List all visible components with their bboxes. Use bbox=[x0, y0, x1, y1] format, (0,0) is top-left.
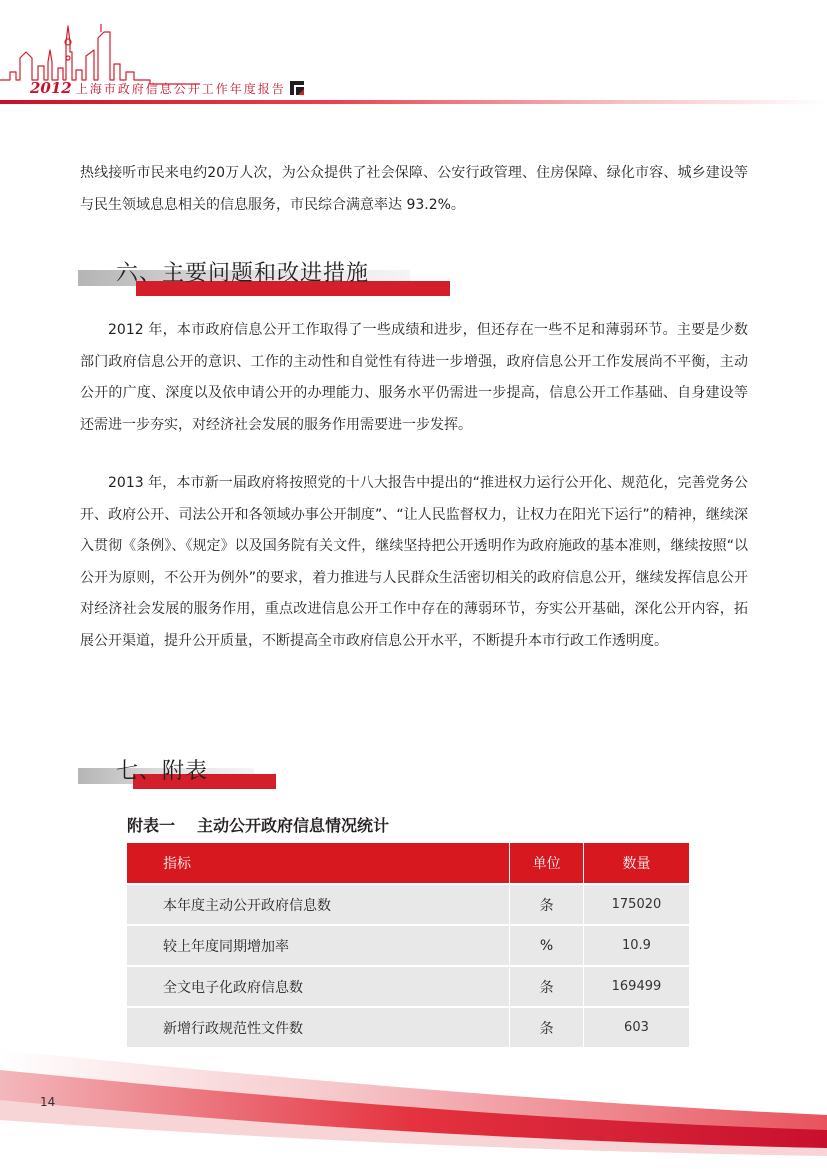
indicator-cell: 全文电子化政府信息数 bbox=[127, 966, 510, 1007]
intro-paragraph: 热线接听市民来电约20万人次，为公众提供了社会保障、公安行政管理、住房保障、绿化市容、城乡建设等与民生领域息息相关的信息服务，市民综合满意率达 93.2%。 bbox=[80, 165, 748, 213]
quantity-cell: 169499 bbox=[583, 966, 689, 1007]
report-title: 上海市政府信息公开工作年度报告 bbox=[75, 81, 286, 96]
table-caption-label: 附表一 bbox=[127, 816, 176, 835]
indicator-cell: 本年度主动公开政府信息数 bbox=[127, 884, 510, 925]
header-divider bbox=[0, 100, 827, 104]
indicator-cell: 新增行政规范性文件数 bbox=[127, 1007, 510, 1047]
unit-cell: 条 bbox=[510, 1007, 584, 1047]
footer-swoosh-decoration bbox=[0, 1040, 827, 1169]
page-number: 14 bbox=[40, 1095, 56, 1109]
unit-cell: 条 bbox=[510, 966, 584, 1007]
section-6-heading bbox=[78, 256, 450, 300]
table-row bbox=[127, 884, 689, 925]
section-6-paragraph-1: 2012 年，本市政府信息公开工作取得了一些成绩和进步，但还存在一些不足和薄弱环节。主要是少数部门政府信息公开的意识、工作的主动性和自觉性有待进一步增强，政府信息公开工作发展尚不平衡，主动公开的广度、深度以及依申请公开的办理能力、服务水平仍需进一步提高，信息公开工作基础、自身建设等还需进一步夯实，对经济社会发展的服务作用需要进一步发挥。 bbox=[80, 322, 748, 433]
column-header-unit: 单位 bbox=[510, 843, 584, 884]
report-year: 2012 bbox=[30, 79, 72, 97]
table-caption-title: 主动公开政府信息情况统计 bbox=[197, 816, 390, 835]
table-caption bbox=[127, 813, 389, 836]
corner-bracket-icon bbox=[290, 81, 304, 95]
table-row bbox=[127, 925, 689, 966]
section-6-title: 六、主要问题和改进措施 bbox=[116, 261, 370, 286]
table-header-row bbox=[127, 843, 689, 884]
indicator-cell: 较上年度同期增加率 bbox=[127, 925, 510, 966]
unit-cell: 条 bbox=[510, 884, 584, 925]
page-header bbox=[0, 0, 827, 110]
section-7-title: 七、附表 bbox=[116, 759, 209, 784]
column-header-indicator: 指标 bbox=[127, 843, 510, 884]
column-header-quantity: 数量 bbox=[583, 843, 689, 884]
quantity-cell: 603 bbox=[583, 1007, 689, 1047]
section-7-heading bbox=[78, 754, 276, 798]
quantity-cell: 175020 bbox=[583, 884, 689, 925]
table-row bbox=[127, 966, 689, 1007]
statistics-table bbox=[127, 843, 689, 1047]
quantity-cell: 10.9 bbox=[583, 925, 689, 966]
header-title bbox=[30, 78, 304, 98]
unit-cell: % bbox=[510, 925, 584, 966]
section-6-paragraph-2: 2013 年，本市新一届政府将按照党的十八大报告中提出的“推进权力运行公开化、规范化，完善党务公开、政府公开、司法公开和各领域办事公开制度”、“让人民监督权力，让权力在阳光下运行”的精神，继续深入贯彻《条例》、《规定》以及国务院有关文件，继续坚持把公开透明作为政府施政的基本准则，继续按照“以公开为原则，不公开为例外”的要求，着力推进与人民群众生活密切相关的政府信息公开，继续发挥信息公开对经济社会发展的服务作用，重点改进信息公开工作中存在的薄弱环节，夯实公开基础，深化公开内容，拓展公开渠道，提升公开质量，不断提高全市政府信息公开水平，不断提升本市行政工作透明度。 bbox=[80, 475, 748, 649]
